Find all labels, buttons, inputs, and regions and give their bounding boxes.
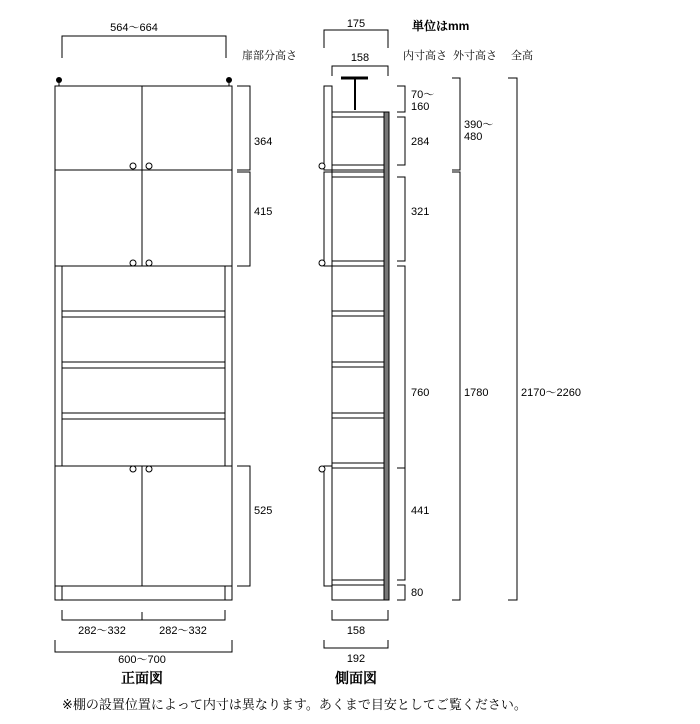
outer-top-2: 480 <box>464 131 483 143</box>
side-view-caption: 側面図 <box>335 670 377 686</box>
side-shelf <box>332 261 384 266</box>
door-height-2: 415 <box>254 206 273 218</box>
shelf-board <box>62 362 225 368</box>
door-edge <box>324 86 332 170</box>
middle-door-left <box>55 170 142 266</box>
inner-height-header: 内寸高さ <box>403 50 447 62</box>
upper-door-right <box>142 86 232 170</box>
plinth <box>55 586 232 600</box>
outer-top-1: 390～ <box>464 119 494 131</box>
outer-main: 1780 <box>464 387 489 399</box>
knob-icon <box>319 163 325 169</box>
knob-icon <box>130 163 136 169</box>
knob-icon <box>146 466 152 472</box>
ceiling-adjuster-side <box>341 78 368 110</box>
total-height-header: 全高 <box>511 50 533 62</box>
door-height-bracket <box>237 466 250 586</box>
front-view-caption: 正面図 <box>121 670 163 686</box>
bottom-depth-outer: 192 <box>346 653 366 665</box>
side-shelf <box>332 362 384 367</box>
bottom-depth-inner: 158 <box>346 625 366 637</box>
lower-door-right <box>142 466 232 586</box>
inner-height-bracket <box>397 177 405 261</box>
shelf-board <box>62 311 225 317</box>
inner-height-bracket <box>397 86 405 112</box>
inner-height-bracket <box>397 117 405 165</box>
side-shelf <box>332 165 384 170</box>
door-width-right: 282～332 <box>159 625 207 637</box>
side-shelf <box>332 463 384 468</box>
inner-height-5: 441 <box>411 505 430 517</box>
top-depth-inner: 158 <box>350 52 370 64</box>
top-depth-outer-bracket <box>324 30 388 48</box>
shelf-board <box>62 413 225 419</box>
knob-icon <box>130 466 136 472</box>
outer-height-bracket <box>452 172 460 600</box>
side-shelf <box>332 580 384 585</box>
outer-height-bracket <box>452 78 460 170</box>
door-edge <box>324 172 332 266</box>
outer-height-header: 外寸高さ <box>453 50 497 62</box>
top-depth-inner-bracket <box>332 66 388 76</box>
door-width-bracket <box>62 610 225 620</box>
side-shelf <box>332 311 384 316</box>
door-height-3: 525 <box>254 505 273 517</box>
middle-door-right <box>142 170 232 266</box>
lower-door-left <box>55 466 142 586</box>
door-width-left: 282～332 <box>78 625 126 637</box>
inner-height-top-1: 70～ <box>411 89 435 101</box>
top-width-bracket <box>62 36 226 58</box>
total-width-label: 600～700 <box>118 654 166 666</box>
door-height-header: 扉部分高さ <box>242 50 297 62</box>
inner-height-6: 80 <box>411 587 424 599</box>
bottom-depth-inner-bracket <box>332 610 388 620</box>
upper-door-left <box>55 86 142 170</box>
inner-height-4: 760 <box>411 387 430 399</box>
inner-height-2: 284 <box>411 136 430 148</box>
knob-icon <box>146 260 152 266</box>
back-panel <box>384 112 389 600</box>
side-view <box>242 18 581 686</box>
knob-icon <box>319 466 325 472</box>
top-width-label: 564～664 <box>110 22 158 34</box>
bottom-depth-outer-bracket <box>324 640 388 648</box>
top-depth-outer: 175 <box>346 18 366 30</box>
inner-height-bracket <box>397 585 405 600</box>
knob-icon <box>146 163 152 169</box>
knob-icon <box>130 260 136 266</box>
side-panel <box>332 112 388 600</box>
inner-height-3: 321 <box>411 206 430 218</box>
side-shelf <box>332 413 384 418</box>
front-view <box>55 22 272 686</box>
door-height-bracket <box>237 86 250 170</box>
unit-note: 単位はmm <box>412 19 470 33</box>
door-height-bracket <box>237 172 250 266</box>
door-height-1: 364 <box>254 136 273 148</box>
total-height-bracket <box>508 78 517 600</box>
inner-height-bracket <box>397 468 405 580</box>
inner-height-top-2: 160 <box>411 101 430 113</box>
total-width-bracket <box>55 640 232 652</box>
door-edge <box>324 466 332 586</box>
total-height: 2170～2260 <box>521 387 581 399</box>
footnote: ※棚の設置位置によって内寸は異なります。あくまで目安としてご覧ください。 <box>62 697 527 712</box>
side-shelf <box>332 112 384 117</box>
inner-height-bracket <box>397 266 405 580</box>
side-shelf <box>332 172 384 177</box>
knob-icon <box>319 260 325 266</box>
